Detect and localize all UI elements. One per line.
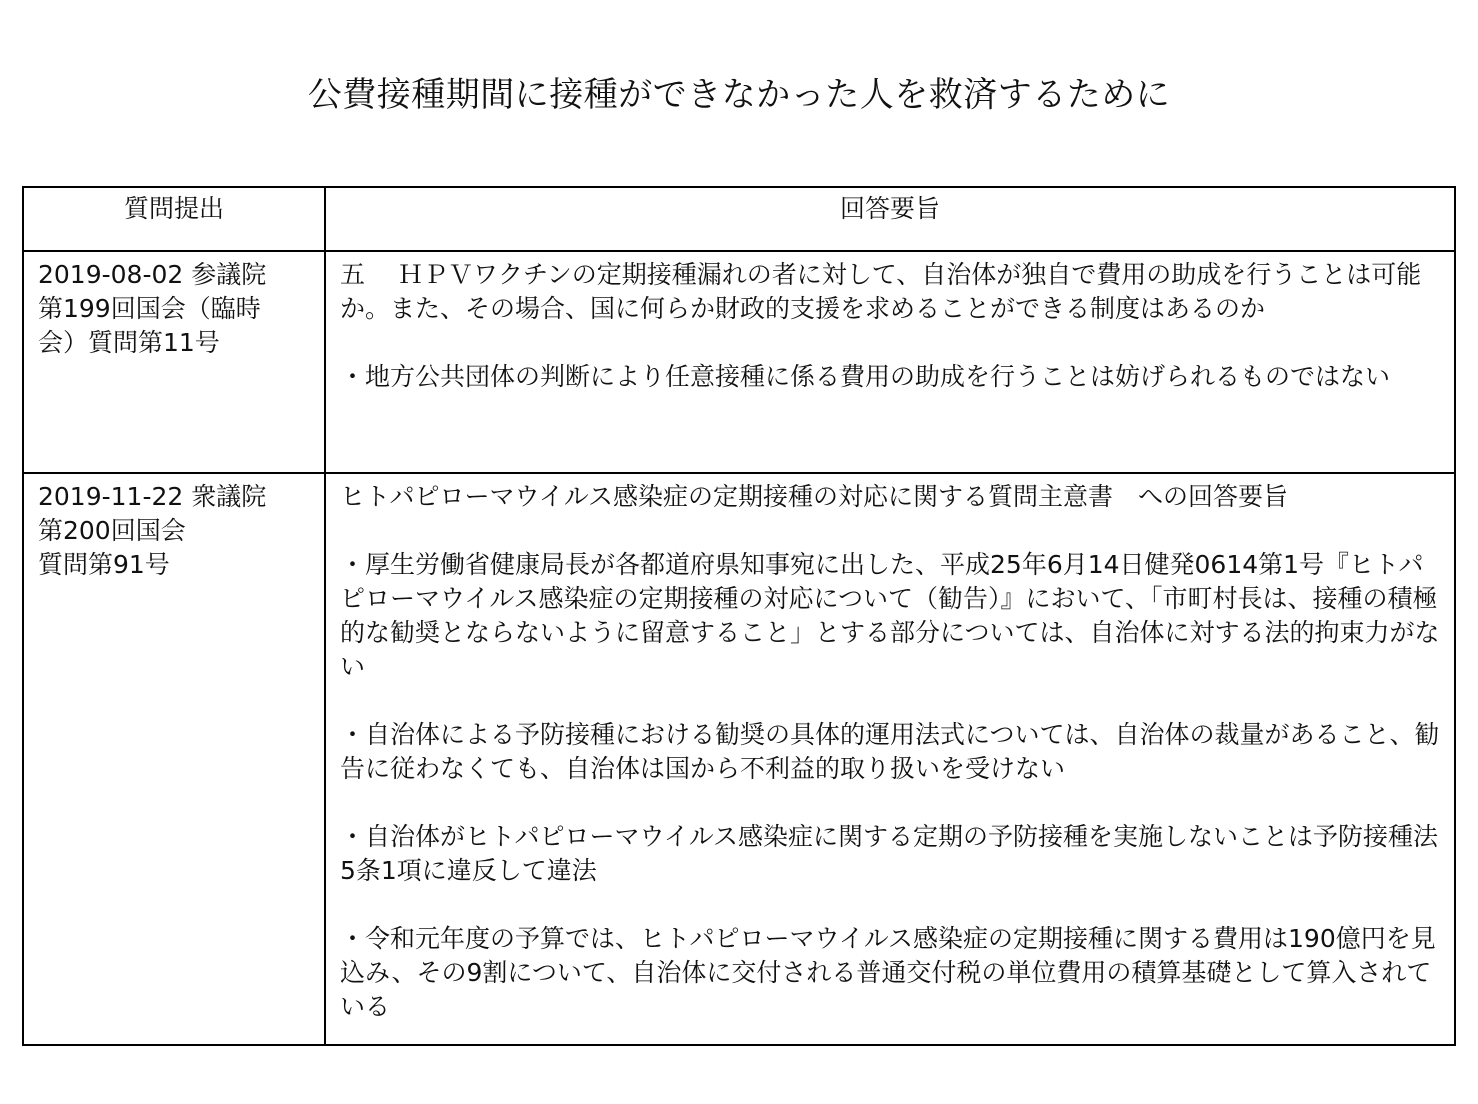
paragraph-spacer	[340, 684, 1440, 718]
submission-cell	[23, 473, 325, 1045]
paragraph-spacer	[340, 786, 1440, 820]
submission-line: 質問第91号	[38, 550, 170, 579]
question-answer-table	[22, 186, 1456, 1046]
table-row	[23, 251, 1455, 473]
page-title: 公費接種期間に接種ができなかった人を救済するために	[307, 75, 1171, 115]
answer-bullet: ・厚生労働省健康局長が各都道府県知事宛に出した、平成25年6月14日健発0614第1号『ヒトパピローマウイルス感染症の定期接種の対応について（勧告）』において、「市町村長は、接種の積極的な勧奨とならないように留意すること」とする部分については、自治体に対する法的拘束力がない	[340, 550, 1440, 681]
submission-line: 2019-11-22 衆議院	[38, 482, 267, 511]
table-row	[23, 473, 1455, 1045]
header-answer-summary: 回答要旨	[325, 187, 1455, 251]
answer-bullet: ・地方公共団体の判断により任意接種に係る費用の助成を行うことは妨げられるものではない	[340, 362, 1391, 391]
answer-bullet: ・令和元年度の予算では、ヒトパピローマウイルス感染症の定期接種に関する費用は190億円を見込み、その9割について、自治体に交付される普通交付税の単位費用の積算基礎として算入されている	[340, 924, 1436, 1021]
submission-cell	[23, 251, 325, 473]
answer-bullet: ・自治体がヒトパピローマウイルス感染症に関する定期の予防接種を実施しないことは予防接種法5条1項に違反して違法	[340, 822, 1439, 885]
answer-cell	[325, 473, 1455, 1045]
answer-cell	[325, 251, 1455, 473]
answer-question-text: 五 ＨＰＶワクチンの定期接種漏れの者に対して、自治体が独自で費用の助成を行うことは可能か。また、その場合、国に何らか財政的支援を求めることができる制度はあるのか	[340, 260, 1422, 323]
submission-line: 会）質問第11号	[38, 328, 220, 357]
submission-line: 第199回国会（臨時	[38, 294, 261, 323]
paragraph-spacer	[340, 326, 1440, 360]
answer-question-text: ヒトパピローマウイルス感染症の定期接種の対応に関する質問主意書 への回答要旨	[340, 482, 1289, 511]
table-header-row	[23, 187, 1455, 251]
header-question-submitted: 質問提出	[23, 187, 325, 251]
paragraph-spacer	[340, 888, 1440, 922]
submission-line: 2019-08-02 参議院	[38, 260, 267, 289]
paragraph-spacer	[340, 514, 1440, 548]
answer-bullet: ・自治体による予防接種における勧奨の具体的運用法式については、自治体の裁量があること、勧告に従わなくても、自治体は国から不利益的取り扱いを受けない	[340, 720, 1440, 783]
submission-line: 第200回国会	[38, 516, 186, 545]
